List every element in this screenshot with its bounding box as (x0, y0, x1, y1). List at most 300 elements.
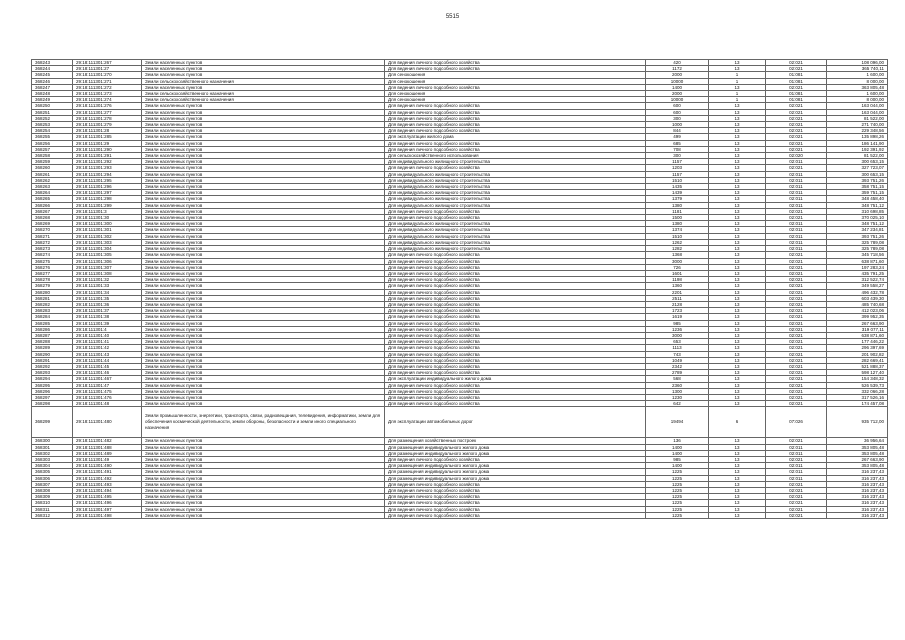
land-category-cell: Земли населенных пунктов (142, 301, 385, 307)
area-cell: 1049 (646, 357, 709, 363)
area-cell: 1601 (646, 270, 709, 276)
group-cell: 13 (709, 469, 766, 475)
land-category-cell: Земли населенных пунктов (142, 444, 385, 450)
row-number-cell: 368309 (32, 494, 73, 500)
land-category-cell: Земли населенных пунктов (142, 66, 385, 72)
permitted-use-cell: Для индивидуального жилищного строительства (385, 159, 646, 165)
area-cell: 1439 (646, 190, 709, 196)
permitted-use-cell: Для ведения личного подсобного хозяйства (385, 382, 646, 388)
group-cell: 13 (709, 289, 766, 295)
code-cell: 02:021 (766, 357, 827, 363)
row-number-cell: 368281 (32, 295, 73, 301)
row-number-cell: 368266 (32, 202, 73, 208)
land-category-cell: Земли населенных пунктов (142, 357, 385, 363)
cadastral-value-cell: 348 751,12 (827, 221, 888, 227)
permitted-use-cell: Для размещения индивидуального жилого дома (385, 475, 646, 481)
cadastral-value-cell: 267 663,90 (827, 456, 888, 462)
area-cell: 1400 (646, 463, 709, 469)
cadastral-value-cell: 81 522,00 (827, 115, 888, 121)
cadastral-value-cell: 363 805,48 (827, 84, 888, 90)
area-cell: 2000 (646, 72, 709, 78)
cadastral-value-cell: 197 283,24 (827, 264, 888, 270)
group-cell: 13 (709, 351, 766, 357)
group-cell: 13 (709, 320, 766, 326)
cadastral-value-cell: 282 669,41 (827, 357, 888, 363)
row-number-cell: 368310 (32, 500, 73, 506)
group-cell: 13 (709, 388, 766, 394)
row-number-cell: 368256 (32, 140, 73, 146)
cadastral-number-cell: 29:18:111301:42 (73, 345, 142, 351)
cadastral-value-cell: 521 888,37 (827, 363, 888, 369)
permitted-use-cell: Для ведения личного подсобного хозяйства (385, 60, 646, 66)
code-cell: 02:021 (766, 115, 827, 121)
permitted-use-cell: Для индивидуального жилищного строительства (385, 190, 646, 196)
group-cell: 13 (709, 153, 766, 159)
code-cell: 02:021 (766, 481, 827, 487)
cadastral-number-cell: 29:18:111301:498 (73, 512, 142, 518)
permitted-use-cell: Для размещения индивидуального жилого дома (385, 444, 646, 450)
code-cell: 02:021 (766, 394, 827, 400)
land-category-cell: Земли населенных пунктов (142, 376, 385, 382)
area-cell: 300 (646, 115, 709, 121)
row-number-cell: 368250 (32, 103, 73, 109)
group-cell: 13 (709, 103, 766, 109)
group-cell: 13 (709, 463, 766, 469)
group-cell: 13 (709, 357, 766, 363)
cadastral-number-cell: 29:18:111301:303 (73, 239, 142, 245)
code-cell: 02:011 (766, 463, 827, 469)
land-category-cell: Земли населенных пунктов (142, 84, 385, 90)
permitted-use-cell: Для ведения личного подсобного хозяйства (385, 500, 646, 506)
land-category-cell: Земли населенных пунктов (142, 326, 385, 332)
row-number-cell: 368297 (32, 394, 73, 400)
land-category-cell: Земли населенных пунктов (142, 351, 385, 357)
cadastral-number-cell: 29:18:111301:33 (73, 283, 142, 289)
cadastral-number-cell: 29:18:111301:296 (73, 184, 142, 190)
area-cell: 1400 (646, 444, 709, 450)
permitted-use-cell: Для ведения личного подсобного хозяйства (385, 332, 646, 338)
cadastral-value-cell: 1 600,00 (827, 72, 888, 78)
area-cell: 1230 (646, 394, 709, 400)
cadastral-value-cell: 332 066,28 (827, 388, 888, 394)
group-cell: 13 (709, 128, 766, 134)
group-cell: 13 (709, 481, 766, 487)
land-category-cell: Земли населенных пунктов (142, 283, 385, 289)
cadastral-number-cell: 29:18:111301:48 (73, 401, 142, 407)
area-cell: 568 (646, 376, 709, 382)
cadastral-number-cell: 29:18:111301:480 (73, 407, 142, 438)
row-number-cell: 368258 (32, 153, 73, 159)
cadastral-number-cell: 29:18:111301:497 (73, 506, 142, 512)
permitted-use-cell: Для ведения личного подсобного хозяйства (385, 215, 646, 221)
group-cell: 13 (709, 506, 766, 512)
row-number-cell: 368288 (32, 339, 73, 345)
code-cell: 02:011 (766, 444, 827, 450)
code-cell: 02:021 (766, 283, 827, 289)
code-cell: 02:021 (766, 134, 827, 140)
cadastral-value-cell: 598 127,40 (827, 370, 888, 376)
area-cell: 1157 (646, 159, 709, 165)
cadastral-value-cell: 267 663,90 (827, 320, 888, 326)
permitted-use-cell: Для ведения личного подсобного хозяйства (385, 456, 646, 462)
cadastral-value-cell: 348 458,40 (827, 196, 888, 202)
group-cell: 13 (709, 382, 766, 388)
group-cell: 1 (709, 72, 766, 78)
area-cell: 844 (646, 128, 709, 134)
code-cell: 02:021 (766, 370, 827, 376)
area-cell: 1225 (646, 494, 709, 500)
code-cell: 02:011 (766, 246, 827, 252)
area-cell: 1225 (646, 481, 709, 487)
permitted-use-cell: Для ведения личного подсобного хозяйства (385, 308, 646, 314)
permitted-use-cell: Для ведения личного подсобного хозяйства (385, 283, 646, 289)
land-category-cell: Земли населенных пунктов (142, 401, 385, 407)
land-category-cell: Земли населенных пунктов (142, 494, 385, 500)
row-number-cell: 368260 (32, 165, 73, 171)
group-cell: 13 (709, 109, 766, 115)
permitted-use-cell: Для ведения личного подсобного хозяйства (385, 481, 646, 487)
group-cell: 13 (709, 450, 766, 456)
group-cell: 13 (709, 345, 766, 351)
code-cell: 02:011 (766, 475, 827, 481)
code-cell: 02:021 (766, 258, 827, 264)
code-cell: 02:021 (766, 488, 827, 494)
cadastral-number-cell: 29:18:111301:40 (73, 332, 142, 338)
code-cell: 02:021 (766, 103, 827, 109)
group-cell: 13 (709, 60, 766, 66)
cadastral-value-cell: 393 751,26 (827, 177, 888, 183)
cadastral-value-cell: 163 044,00 (827, 109, 888, 115)
area-cell: 499 (646, 134, 709, 140)
group-cell: 13 (709, 208, 766, 214)
area-cell: 1510 (646, 233, 709, 239)
land-category-cell: Земли населенных пунктов (142, 456, 385, 462)
group-cell: 13 (709, 277, 766, 283)
cadastral-value-cell: 435 791,25 (827, 270, 888, 276)
group-cell: 1 (709, 78, 766, 84)
group-cell: 13 (709, 264, 766, 270)
area-cell: 1236 (646, 326, 709, 332)
area-cell: 1203 (646, 165, 709, 171)
row-number-cell: 368257 (32, 146, 73, 152)
code-cell: 02:011 (766, 469, 827, 475)
code-cell: 02:021 (766, 308, 827, 314)
row-number-cell: 368261 (32, 171, 73, 177)
permitted-use-cell: Для ведения личного подсобного хозяйства (385, 320, 646, 326)
permitted-use-cell: Для ведения личного подсобного хозяйства (385, 109, 646, 115)
cadastral-number-cell: 29:18:111301:290 (73, 146, 142, 152)
land-category-cell: Земли населенных пунктов (142, 215, 385, 221)
row-number-cell: 368306 (32, 475, 73, 481)
land-category-cell: Земли населенных пунктов (142, 239, 385, 245)
cadastral-value-cell: 300 653,15 (827, 159, 888, 165)
area-cell: 1619 (646, 314, 709, 320)
permitted-use-cell: Для размещения индивидуального жилого дома (385, 463, 646, 469)
group-cell: 13 (709, 308, 766, 314)
permitted-use-cell: Для сенокошения (385, 97, 646, 103)
permitted-use-cell: Для ведения личного подсобного хозяйства (385, 345, 646, 351)
land-category-cell: Земли населенных пунктов (142, 134, 385, 140)
row-number-cell: 368294 (32, 376, 73, 382)
cadastral-number-cell: 29:18:111301:285 (73, 134, 142, 140)
cadastral-number-cell: 29:18:111301:301 (73, 227, 142, 233)
area-cell: 19494 (646, 407, 709, 438)
group-cell: 13 (709, 159, 766, 165)
group-cell: 13 (709, 270, 766, 276)
area-cell: 600 (646, 109, 709, 115)
land-category-cell: Земли населенных пунктов (142, 72, 385, 78)
group-cell: 1 (709, 91, 766, 97)
permitted-use-cell: Для индивидуального жилищного строительства (385, 221, 646, 227)
group-cell: 13 (709, 177, 766, 183)
row-number-cell: 368289 (32, 345, 73, 351)
cadastral-value-cell: 163 044,00 (827, 103, 888, 109)
group-cell: 13 (709, 394, 766, 400)
cadastral-value-cell: 316 237,43 (827, 481, 888, 487)
row-number-cell: 368287 (32, 332, 73, 338)
group-cell: 13 (709, 196, 766, 202)
area-cell: 1500 (646, 215, 709, 221)
land-category-cell: Земли населенных пунктов (142, 363, 385, 369)
cadastral-value-cell: 108 096,00 (827, 60, 888, 66)
row-number-cell: 368299 (32, 407, 73, 438)
cadastral-value-cell: 353 805,48 (827, 463, 888, 469)
permitted-use-cell: Для ведения личного подсобного хозяйства (385, 252, 646, 258)
code-cell: 02:021 (766, 382, 827, 388)
row-number-cell: 368311 (32, 506, 73, 512)
row-number-cell: 368253 (32, 122, 73, 128)
code-cell: 02:021 (766, 66, 827, 72)
group-cell: 13 (709, 140, 766, 146)
land-category-cell: Земли населенных пунктов (142, 153, 385, 159)
cadastral-number-cell: 29:18:111301:305 (73, 252, 142, 258)
cadastral-number-cell: 29:18:111301:495 (73, 494, 142, 500)
cadastral-value-cell: 135 898,26 (827, 134, 888, 140)
code-cell: 02:011 (766, 227, 827, 233)
group-cell: 13 (709, 221, 766, 227)
cadastral-value-cell: 317 526,16 (827, 394, 888, 400)
code-cell: 02:021 (766, 277, 827, 283)
group-cell: 13 (709, 295, 766, 301)
cadastral-number-cell: 29:18:111301:29 (73, 140, 142, 146)
cadastral-value-cell: 325 789,08 (827, 246, 888, 252)
cadastral-number-cell: 29:18:111301:489 (73, 450, 142, 456)
code-cell: 02:021 (766, 270, 827, 276)
row-number-cell: 368245 (32, 72, 73, 78)
code-cell: 02:011 (766, 171, 827, 177)
cadastral-value-cell: 485 740,68 (827, 301, 888, 307)
area-cell: 1157 (646, 171, 709, 177)
land-category-cell: Земли населенных пунктов (142, 60, 385, 66)
group-cell: 13 (709, 134, 766, 140)
cadastral-value-cell: 638 871,60 (827, 332, 888, 338)
cadastral-number-cell: 29:18:111301:293 (73, 165, 142, 171)
cadastral-value-cell: 526 539,73 (827, 382, 888, 388)
cadastral-number-cell: 29:18:111301:302 (73, 233, 142, 239)
area-cell: 1300 (646, 388, 709, 394)
permitted-use-cell: Для ведения личного подсобного хозяйства (385, 388, 646, 394)
land-category-cell: Земли населенных пунктов (142, 246, 385, 252)
cadastral-value-cell: 319 077,11 (827, 326, 888, 332)
group-cell: 13 (709, 488, 766, 494)
area-cell: 10000 (646, 78, 709, 84)
permitted-use-cell: Для ведения личного подсобного хозяйства (385, 115, 646, 121)
code-cell: 02:021 (766, 264, 827, 270)
group-cell: 13 (709, 339, 766, 345)
land-category-cell: Земли населенных пунктов (142, 463, 385, 469)
code-cell: 02:021 (766, 326, 827, 332)
cadastral-number-cell: 29:18:111301:267 (73, 60, 142, 66)
area-cell: 300 (646, 153, 709, 159)
code-cell: 02:021 (766, 388, 827, 394)
row-number-cell: 368265 (32, 196, 73, 202)
land-category-cell: Земли населенных пунктов (142, 332, 385, 338)
group-cell: 13 (709, 66, 766, 72)
area-cell: 1225 (646, 512, 709, 518)
row-number-cell: 368301 (32, 444, 73, 450)
cadastral-number-cell: 29:18:111301:44 (73, 357, 142, 363)
permitted-use-cell: Для сельскохозяйственного использования (385, 153, 646, 159)
code-cell: 07:026 (766, 407, 827, 438)
permitted-use-cell: Для ведения личного подсобного хозяйства (385, 401, 646, 407)
cadastral-value-cell: 186 141,90 (827, 140, 888, 146)
cadastral-value-cell: 271 740,00 (827, 122, 888, 128)
row-number-cell: 368293 (32, 370, 73, 376)
land-category-cell: Земли населенных пунктов (142, 233, 385, 239)
cadastral-value-cell: 192 391,92 (827, 146, 888, 152)
group-cell: 13 (709, 202, 766, 208)
cadastral-value-cell: 353 805,48 (827, 444, 888, 450)
permitted-use-cell: Для ведения личного подсобного хозяйства (385, 264, 646, 270)
area-cell: 1225 (646, 475, 709, 481)
code-cell: 02:021 (766, 289, 827, 295)
cadastral-number-cell: 29:18:111301:36 (73, 301, 142, 307)
area-cell: 1181 (646, 208, 709, 214)
permitted-use-cell: Для ведения личного подсобного хозяйства (385, 339, 646, 345)
land-category-cell: Земли населенных пунктов (142, 488, 385, 494)
cadastral-value-cell: 8 000,00 (827, 97, 888, 103)
permitted-use-cell: Для ведения личного подсобного хозяйства (385, 165, 646, 171)
area-cell: 1723 (646, 308, 709, 314)
cadastral-value-cell: 316 237,43 (827, 469, 888, 475)
cadastral-value-cell: 316 237,43 (827, 500, 888, 506)
cadastral-number-cell: 29:18:111301:27 (73, 66, 142, 72)
code-cell: 02:021 (766, 208, 827, 214)
cadastral-number-cell: 29:18:111301:49 (73, 456, 142, 462)
cadastral-number-cell: 29:18:111301:3 (73, 208, 142, 214)
row-number-cell: 368263 (32, 184, 73, 190)
land-category-cell: Земли сельскохозяйственного назначения (142, 91, 385, 97)
row-number-cell: 368243 (32, 60, 73, 66)
area-cell: 1262 (646, 239, 709, 245)
area-cell: 1113 (646, 345, 709, 351)
area-cell: 136 (646, 438, 709, 444)
group-cell: 13 (709, 314, 766, 320)
land-category-cell: Земли населенных пунктов (142, 481, 385, 487)
group-cell: 13 (709, 376, 766, 382)
cadastral-value-cell: 496 432,78 (827, 289, 888, 295)
row-number-cell: 368254 (32, 128, 73, 134)
cadastral-number-cell: 29:18:111301:475 (73, 388, 142, 394)
cadastral-number-cell: 29:18:111301:494 (73, 488, 142, 494)
cadastral-number-cell: 29:18:111301:308 (73, 270, 142, 276)
group-cell: 13 (709, 512, 766, 518)
row-number-cell: 368312 (32, 512, 73, 518)
code-cell: 02:021 (766, 339, 827, 345)
code-cell: 02:021 (766, 295, 827, 301)
code-cell: 02:021 (766, 146, 827, 152)
land-category-cell: Земли населенных пунктов (142, 227, 385, 233)
cadastral-value-cell: 349 558,27 (827, 283, 888, 289)
cadastral-value-cell: 370 025,10 (827, 215, 888, 221)
group-cell: 6 (709, 407, 766, 438)
cadastral-value-cell: 201 902,82 (827, 351, 888, 357)
area-cell: 420 (646, 60, 709, 66)
code-cell: 01:081 (766, 78, 827, 84)
group-cell: 13 (709, 122, 766, 128)
code-cell: 01:081 (766, 72, 827, 78)
row-number-cell: 368273 (32, 246, 73, 252)
cadastral-number-cell: 29:18:111301:297 (73, 190, 142, 196)
group-cell: 13 (709, 227, 766, 233)
code-cell: 02:011 (766, 177, 827, 183)
area-cell: 1198 (646, 277, 709, 283)
row-number-cell: 368280 (32, 289, 73, 295)
permitted-use-cell: Для ведения личного подсобного хозяйства (385, 326, 646, 332)
cadastral-number-cell: 29:18:111301:490 (73, 463, 142, 469)
land-category-cell: Земли населенных пунктов (142, 122, 385, 128)
group-cell: 13 (709, 239, 766, 245)
group-cell: 13 (709, 184, 766, 190)
permitted-use-cell: Для ведения личного подсобного хозяйства (385, 66, 646, 72)
code-cell: 02:021 (766, 215, 827, 221)
permitted-use-cell: Для индивидуального жилищного строительства (385, 227, 646, 233)
cadastral-value-cell: 393 751,26 (827, 233, 888, 239)
area-cell: 1374 (646, 227, 709, 233)
area-cell: 2201 (646, 289, 709, 295)
row-number-cell: 368255 (32, 134, 73, 140)
area-cell: 1282 (646, 246, 709, 252)
land-category-cell: Земли населенных пунктов (142, 394, 385, 400)
cadastral-number-cell: 29:18:111301:37 (73, 308, 142, 314)
land-category-cell: Земли сельскохозяйственного назначения (142, 78, 385, 84)
land-category-cell: Земли промышленности, энергетики, транспорта, связи, радиовещания, телевидения, информатики, земли для обеспечения космической деятельности, земли обороны, безопасности и земли иного специального назначения (142, 407, 385, 438)
land-category-cell: Земли населенных пунктов (142, 450, 385, 456)
land-category-cell: Земли населенных пунктов (142, 177, 385, 183)
permitted-use-cell: Для индивидуального жилищного строительства (385, 239, 646, 245)
land-category-cell: Земли населенных пунктов (142, 475, 385, 481)
land-category-cell: Земли населенных пунктов (142, 512, 385, 518)
row-number-cell: 368269 (32, 221, 73, 227)
code-cell: 02:021 (766, 456, 827, 462)
code-cell: 02:021 (766, 320, 827, 326)
cadastral-number-cell: 29:18:111301:35 (73, 295, 142, 301)
land-category-cell: Земли населенных пунктов (142, 252, 385, 258)
permitted-use-cell: Для индивидуального жилищного строительства (385, 177, 646, 183)
permitted-use-cell: Для ведения личного подсобного хозяйства (385, 277, 646, 283)
permitted-use-cell: Для ведения личного подсобного хозяйства (385, 301, 646, 307)
cadastral-value-cell: 1 600,00 (827, 91, 888, 97)
cadastral-value-cell: 312 522,74 (827, 277, 888, 283)
area-cell: 1225 (646, 500, 709, 506)
land-category-cell: Земли населенных пунктов (142, 103, 385, 109)
permitted-use-cell: Для размещения индивидуального жилого дома (385, 469, 646, 475)
cadastral-value-cell: 935 712,00 (827, 407, 888, 438)
area-cell: 1400 (646, 84, 709, 90)
area-cell: 1435 (646, 184, 709, 190)
cadastral-number-cell: 29:18:111301:272 (73, 84, 142, 90)
cadastral-number-cell: 29:18:111301:277 (73, 109, 142, 115)
